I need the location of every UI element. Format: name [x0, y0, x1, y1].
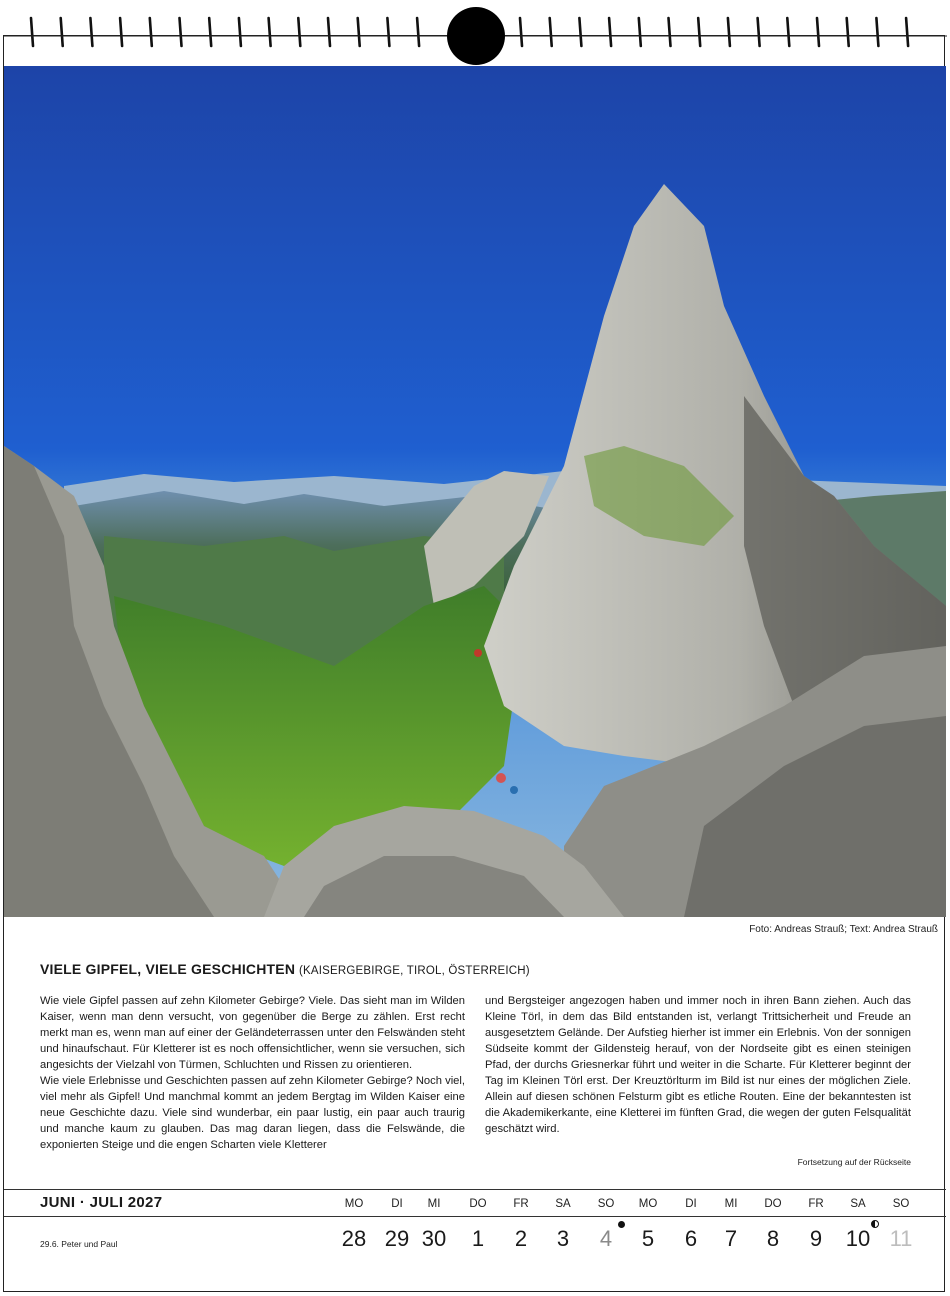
calendar-day: 1: [471, 1226, 485, 1251]
binding-ring: [31, 18, 33, 46]
weekday-label: FR: [513, 1198, 529, 1210]
calendar-day: 11: [889, 1226, 913, 1251]
month-label: JUNI · JULI 2027: [40, 1194, 163, 1211]
weekday-label: DO: [764, 1198, 782, 1210]
calendar-day: 2: [514, 1226, 528, 1251]
calendar-day: 29: [384, 1226, 410, 1251]
calendar-day: 5: [641, 1226, 655, 1251]
calendar-day: 9: [809, 1226, 823, 1251]
binding-ring: [387, 18, 389, 46]
calendar-mid-rule: [4, 1216, 946, 1217]
hanger-notch: [447, 7, 505, 65]
photo-credit: Foto: Andreas Strauß; Text: Andrea Strauß: [749, 924, 938, 935]
binding-ring: [209, 18, 211, 46]
binding-ring: [358, 18, 360, 46]
binding-ring: [817, 18, 819, 46]
first-quarter-moon-icon: [871, 1220, 879, 1228]
calendar-day: 10: [845, 1226, 871, 1251]
weekday-label: SA: [850, 1198, 866, 1210]
article-column-2: [485, 993, 911, 1137]
weekday-label: MO: [344, 1198, 364, 1210]
binding-ring: [520, 18, 522, 46]
binding-ring: [61, 18, 63, 46]
calendar-top-rule: [4, 1189, 946, 1190]
spiral-binding: [0, 0, 950, 66]
binding-ring: [669, 18, 671, 46]
binding-ring: [906, 18, 908, 46]
calendar-day: 8: [766, 1226, 780, 1251]
calendar-day: 6: [684, 1226, 698, 1251]
weekday-label: DO: [469, 1198, 487, 1210]
mountain-photo: [4, 66, 946, 917]
weekday-label: DI: [685, 1198, 697, 1210]
calendar-day: 3: [556, 1226, 570, 1251]
binding-ring: [579, 18, 581, 46]
article-title: VIELE GIPFEL, VIELE GESCHICHTEN: [40, 961, 296, 977]
continued-note: Fortsetzung auf der Rückseite: [797, 1157, 911, 1167]
calendar-day: 4: [599, 1226, 613, 1251]
climber-red: [474, 649, 482, 657]
article-column-1: [40, 993, 465, 1153]
binding-ring: [239, 18, 241, 46]
weekday-label: MI: [427, 1198, 441, 1210]
binding-ring: [787, 18, 789, 46]
binding-ring: [180, 18, 182, 46]
weekday-label: DI: [391, 1198, 403, 1210]
binding-ring: [758, 18, 760, 46]
paragraph: Wie viele Gipfel passen auf zehn Kilometer Gebirge? Viele. Das sieht man im Wilden Kaiser, wenn man denn versucht, von gegenüber die Berge zu zählen. Erst recht merkt man es, wenn man auf einer der Geländeterrassen unter den Felswänden steht und hinaufschaut. Für Kletterer ist es noch offensichtlicher, wenn sie versuchen, sich angesichts der Vielzahl von Türmen, Schluchten und Rissen zu orientieren.: [40, 995, 465, 1071]
binding-ring: [269, 18, 271, 46]
holiday-note: 29.6. Peter und Paul: [40, 1239, 118, 1249]
calendar-day: 28: [341, 1226, 367, 1251]
binding-ring: [639, 18, 641, 46]
weekday-label: SO: [892, 1198, 910, 1210]
weekday-label: MO: [638, 1198, 658, 1210]
article-subtitle: (KAISERGEBIRGE, TIROL, ÖSTERREICH): [298, 965, 530, 977]
calendar-day: 30: [421, 1226, 447, 1251]
binding-ring: [328, 18, 330, 46]
binding-ring: [609, 18, 611, 46]
binding-ring: [876, 18, 878, 46]
binding-ring: [120, 18, 122, 46]
paragraph: und Bergsteiger angezogen haben und immer noch in ihren Bann ziehen. Auch das Kleine Törl, in dem das Bild entstanden ist, verlangt Trittsicherheit und Freude an ausgesetztem Gelände. Der Aufstieg hierher ist immer ein Erlebnis. Von der sonnigen Südseite kommt der Gildensteig herauf, von der Nordseite gibt es einen steinigen Pfad, der durchs Griesnerkar führt und weiter in die Scharte. Für Kletterer beginnt der Tag im Kleinen Törl erst. Der Kreuztörlturm im Bild ist nur eines der möglichen Ziele. Allein auf diesen schönen Felsturm gibt es etliche Routen. Eine der bekanntesten ist die Akademikerkante, eine Kletterei im fünften Grad, die wegen der guten Felsqualität geschätzt wird.: [485, 995, 911, 1135]
binding-ring: [728, 18, 730, 46]
calendar-day: 7: [724, 1226, 738, 1251]
weekday-label: SA: [555, 1198, 571, 1210]
new-moon-icon: [618, 1221, 625, 1228]
binding-ring: [298, 18, 300, 46]
binding-ring: [417, 18, 419, 46]
binding-ring: [150, 18, 152, 46]
binding-ring: [847, 18, 849, 46]
binding-ring: [698, 18, 700, 46]
binding-ring: [90, 18, 92, 46]
weekday-label: SO: [597, 1198, 615, 1210]
paragraph: Wie viele Erlebnisse und Geschichten passen auf zehn Kilometer Gebirge? Noch viel, viel mehr als Gipfel! Und manchmal kommt an jedem Bergtag im Wilden Kaiser eine neue Geschichte dazu. Viele sind wunderbar, ein paar lustig, ein paar auch traurig und manche kaum zu glauben. Das mag daran liegen, dass die Felswände, die exponierten Steige und die engen Scharten viele Kletterer: [40, 1075, 465, 1151]
article-headline: [40, 961, 530, 977]
weekday-label: MI: [724, 1198, 738, 1210]
climber-pink: [496, 773, 506, 783]
weekday-label: FR: [808, 1198, 824, 1210]
binding-ring: [550, 18, 552, 46]
